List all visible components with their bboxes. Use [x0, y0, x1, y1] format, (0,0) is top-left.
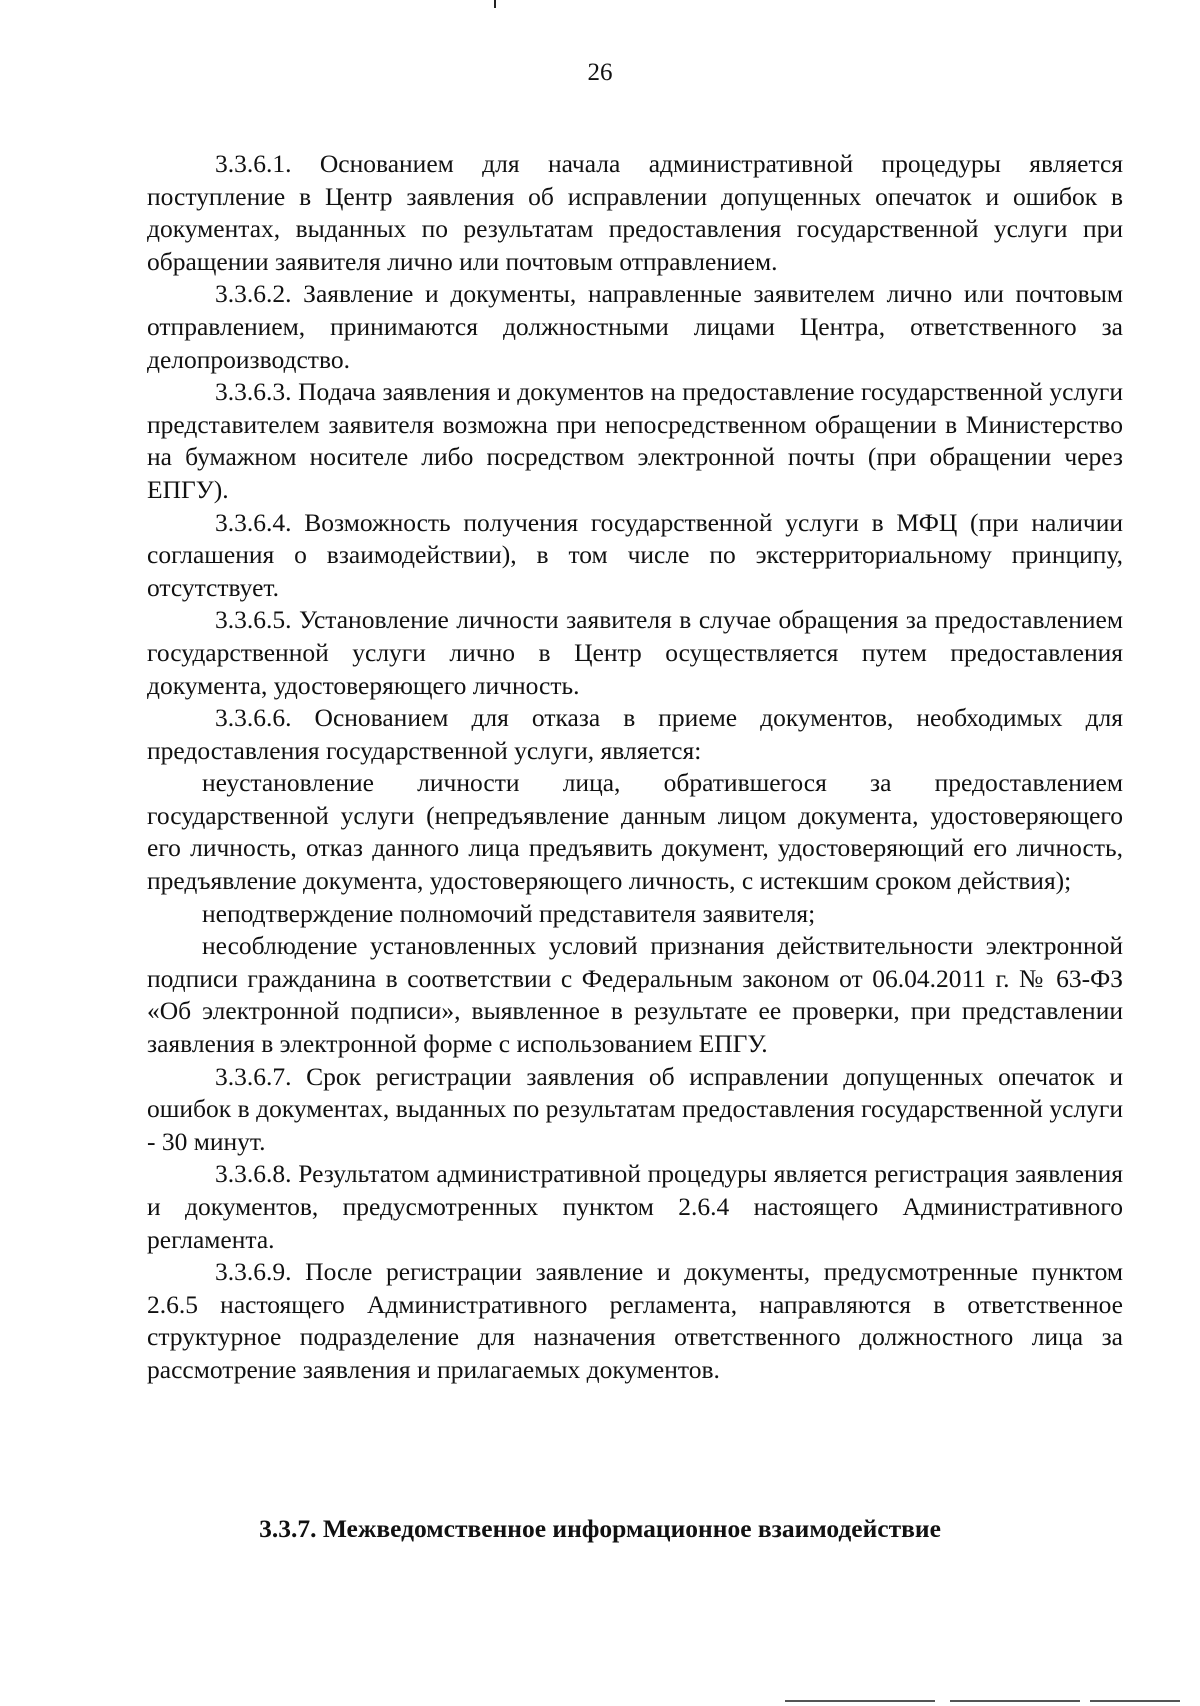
refusal-ground-identity: неустановление личности лица, обратившегося за предоставлением государственной услуги (непредъявление данным лицом документа, удостоверяющего его личность, отказ данного лица предъявить документ, удостоверяющий его личность, предъявление документа, удостоверяющего личность, с истекшим сроком действия); [147, 768, 1123, 896]
paragraph-3-3-6-7: 3.3.6.7. Срок регистрации заявления об исправлении допущенных опечаток и ошибок в документах, выданных по результатам предоставления государственной услуги - 30 минут. [147, 1061, 1123, 1156]
paragraph-3-3-6-5: 3.3.6.5. Установление личности заявителя в случае обращения за предоставлением государственной услуги лично в Центр осуществляется путем предоставления документа, удостоверяющего личность. [147, 605, 1123, 700]
body-text [147, 148, 1123, 1387]
paragraph-3-3-6-2: 3.3.6.2. Заявление и документы, направленные заявителем лично или почтовым отправлением, принимаются должностными лицами Центра, ответственного за делопроизводство. [147, 279, 1123, 374]
footer-rule [950, 1700, 1080, 1702]
footer-rule [1090, 1700, 1180, 1702]
paragraph-3-3-6-6: 3.3.6.6. Основанием для отказа в приеме документов, необходимых для предоставления государственной услуги, является: [147, 703, 1123, 765]
scan-mark [494, 0, 496, 8]
paragraph-3-3-6-4: 3.3.6.4. Возможность получения государственной услуги в МФЦ (при наличии соглашения о взаимодействии), в том числе по экстерриториальному принципу, отсутствует. [147, 507, 1123, 602]
footer-rule [785, 1700, 935, 1702]
refusal-ground-authority: неподтверждение полномочий представителя заявителя; [202, 898, 816, 928]
paragraph-3-3-6-1: 3.3.6.1. Основанием для начала административной процедуры является поступление в Центр заявления об исправлении допущенных опечаток и ошибок в документах, выданных по результатам предоставления государственной услуги при обращении заявителя лично или почтовым отправлением. [147, 149, 1123, 276]
page-number: 26 [587, 59, 613, 86]
paragraph-3-3-6-9: 3.3.6.9. После регистрации заявление и документы, предусмотренные пунктом 2.6.5 настоящего Административного регламента, направляются в ответственное структурное подразделение для назначения ответственного должностного лица за рассмотрение заявления и прилагаемых документов. [147, 1257, 1123, 1384]
paragraph-3-3-6-8: 3.3.6.8. Результатом административной процедуры является регистрация заявления и документов, предусмотренных пунктом 2.6.4 настоящего Административного регламента. [147, 1159, 1123, 1254]
section-heading: 3.3.7. Межведомственное информационное взаимодействие [259, 1514, 941, 1543]
refusal-ground-signature: несоблюдение установленных условий признания действительности электронной подписи гражданина в соответствии с Федеральным законом от 06.04.2011 г. № 63-ФЗ «Об электронной подписи», выявленное в результате ее проверки, при представлении заявления в электронной форме с использованием ЕПГУ. [147, 931, 1123, 1059]
paragraph-3-3-6-3: 3.3.6.3. Подача заявления и документов на предоставление государственной услуги представителем заявителя возможна при непосредственном обращении в Министерство на бумажном носителе либо посредством электронной почты (при обращении через ЕПГУ). [147, 377, 1123, 504]
